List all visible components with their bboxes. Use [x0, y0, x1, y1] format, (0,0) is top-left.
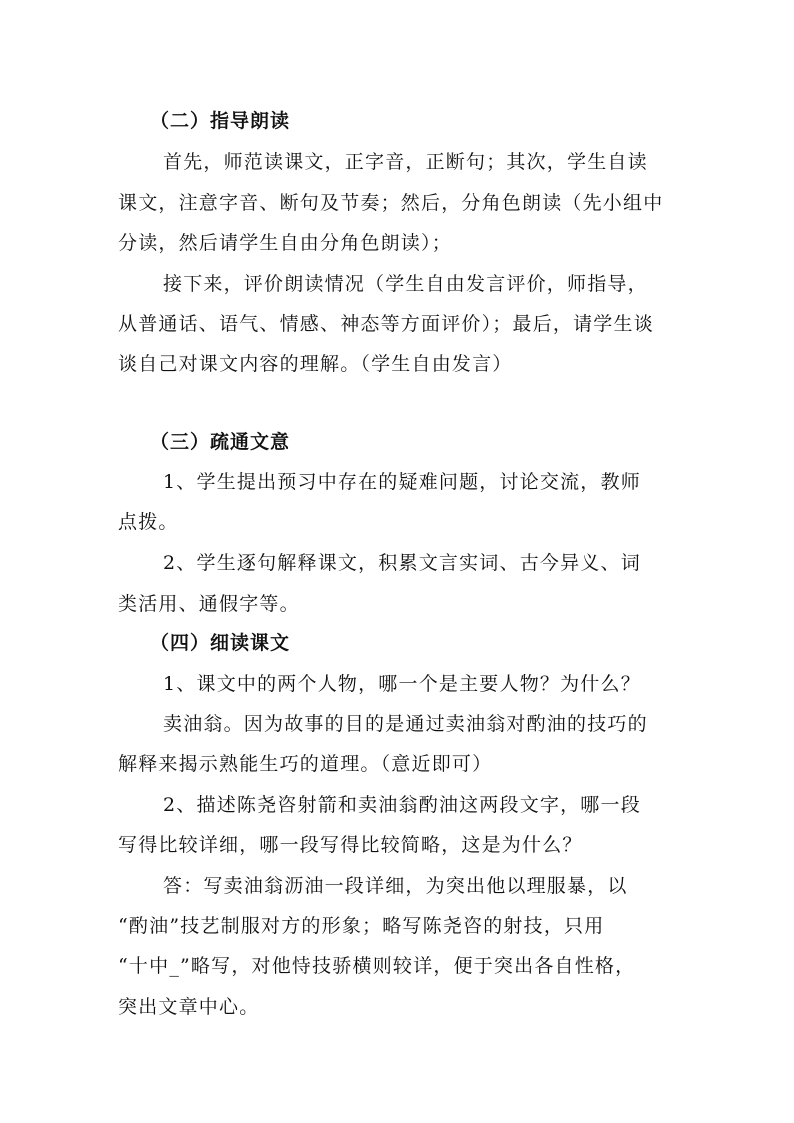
paragraph-line: 解释来揭示熟能生巧的道理。（意近即可） [118, 753, 493, 775]
paragraph-line: 点拨。 [118, 511, 179, 533]
section-heading: （三）疏通文意 [150, 431, 291, 453]
paragraph-line: 写得比较详细，哪一段写得比较简略，这是为什么？ [118, 834, 583, 856]
paragraph-line: 2、描述陈尧咨射箭和卖油翁酌油这两段文字，哪一段 [163, 794, 641, 816]
paragraph-line: 类活用、通假字等。 [118, 593, 300, 615]
paragraph-line: 卖油翁。因为故事的目的是通过卖油翁对酌油的技巧的 [163, 713, 648, 735]
paragraph-line: “酌油”技艺制服对方的形象；略写陈尧咨的射技，只用 [118, 915, 605, 937]
paragraph-line: 分读，然后请学生自由分角色朗读）； [118, 232, 452, 254]
paragraph-line: “十中_”略写，对他恃技骄横则较详，便于突出各自性格， [118, 955, 636, 977]
paragraph-line: 1、课文中的两个人物，哪一个是主要人物？为什么？ [163, 673, 641, 695]
paragraph-line: 2、学生逐句解释课文，积累文言实词、古今异义、词 [163, 552, 641, 574]
section-heading: （四）细读课文 [150, 632, 291, 654]
paragraph-line: 答：写卖油翁沥油一段详细，为突出他以理服暴，以 [163, 875, 628, 897]
paragraph-line: 谈自己对课文内容的理解。（学生自由发言） [118, 353, 513, 375]
paragraph-line: 1、学生提出预习中存在的疑难问题，讨论交流，教师 [163, 471, 641, 493]
paragraph-line: 从普通话、语气、情感、神态等方面评价）；最后，请学生谈 [118, 313, 654, 335]
paragraph-line: 课文，注意字音、断句及节奏；然后，分角色朗读（先小组中 [118, 192, 664, 214]
paragraph-line: 首先，师范读课文，正字音，正断句；其次，学生自读 [163, 151, 648, 173]
paragraph-line: 接下来，评价朗读情况（学生自由发言评价，师指导， [163, 273, 648, 295]
section-heading: （二）指导朗读 [150, 110, 291, 132]
paragraph-line: 突出文章中心。 [118, 996, 260, 1018]
